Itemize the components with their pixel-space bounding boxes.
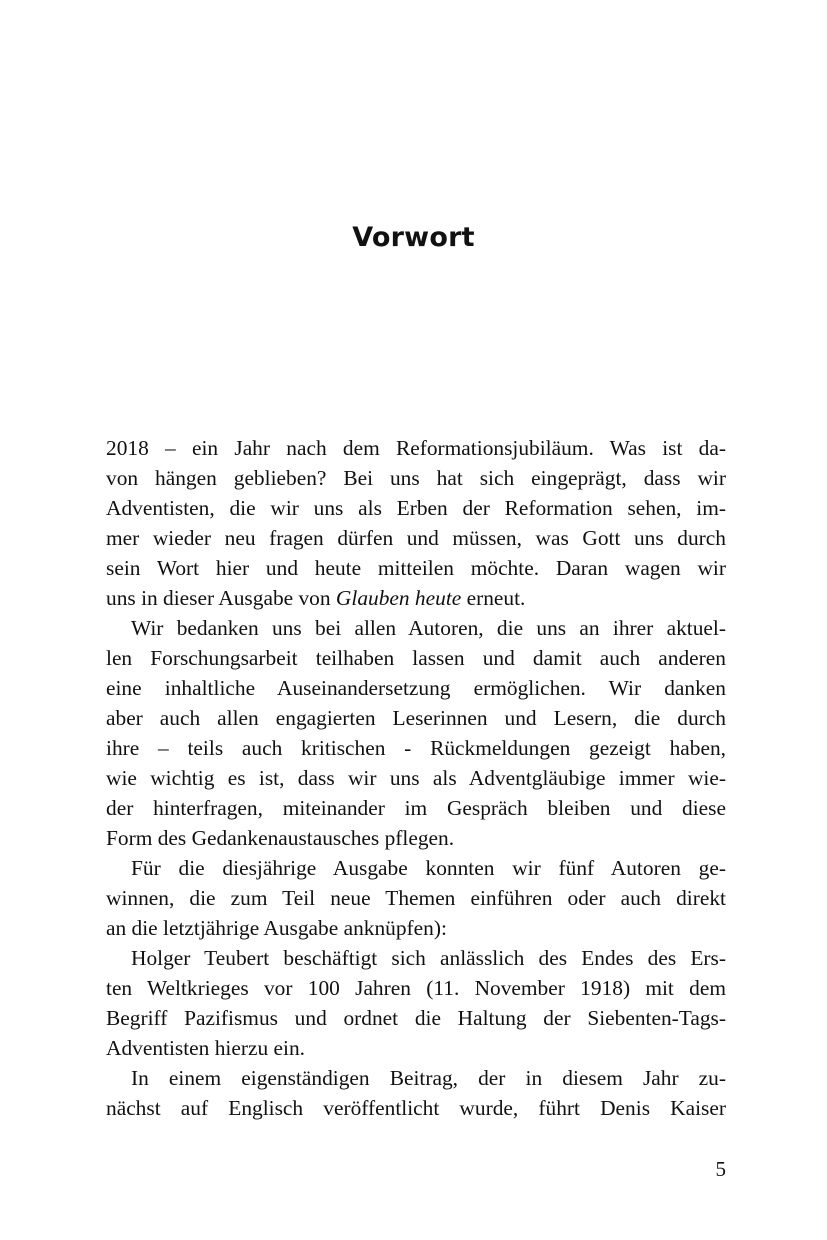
text-line: an die letztjährige Ausgabe anknüpfen): xyxy=(106,916,447,940)
text-line: eine inhaltliche Auseinandersetzung ermöglichen. Wir danken xyxy=(106,676,726,700)
text-line: nächst auf Englisch veröffentlicht wurde, führt Denis Kaiser xyxy=(106,1096,726,1120)
text-line: Holger Teubert beschäftigt sich anlässlich des Endes des Ers- xyxy=(131,946,726,970)
text-line: mer wieder neu fragen dürfen und müssen, was Gott uns durch xyxy=(106,526,726,550)
paragraph-4 xyxy=(106,943,726,1063)
text-line: In einem eigenständigen Beitrag, der in diesem Jahr zu- xyxy=(131,1066,726,1090)
paragraph-3 xyxy=(106,853,726,943)
text-line: Adventisten hierzu ein. xyxy=(106,1036,305,1060)
text-line: wie wichtig es ist, dass wir uns als Adventgläubige immer wie- xyxy=(106,766,726,790)
text-line: von hängen geblieben? Bei uns hat sich eingeprägt, dass wir xyxy=(106,466,726,490)
text-line: ten Weltkrieges vor 100 Jahren (11. November 1918) mit dem xyxy=(106,976,726,1000)
text-segment: uns in dieser Ausgabe von xyxy=(106,586,336,610)
text-segment: erneut. xyxy=(461,586,526,610)
text-line: 2018 – ein Jahr nach dem Reformationsjubiläum. Was ist da- xyxy=(106,436,726,460)
text-line: aber auch allen engagierten Leserinnen und Lesern, die durch xyxy=(106,706,726,730)
text-line: Form des Gedankenaustausches pflegen. xyxy=(106,826,455,850)
text-line: Adventisten, die wir uns als Erben der Reformation sehen, im- xyxy=(106,496,726,520)
paragraph-5 xyxy=(106,1063,726,1123)
paragraph-2 xyxy=(106,613,726,853)
text-line: winnen, die zum Teil neue Themen einführen oder auch direkt xyxy=(106,886,726,910)
text-line xyxy=(106,583,726,613)
text-line: Für die diesjährige Ausgabe konnten wir fünf Autoren ge- xyxy=(131,856,726,880)
text-line: ihre – teils auch kritischen - Rückmeldungen gezeigt haben, xyxy=(106,736,726,760)
text-line: der hinterfragen, miteinander im Gespräch bleiben und diese xyxy=(106,796,726,820)
page-title: Vorwort xyxy=(352,222,475,253)
paragraph-1 xyxy=(106,433,726,613)
publication-title: Glauben heute xyxy=(335,586,462,610)
text-line: sein Wort hier und heute mitteilen möchte. Daran wagen wir xyxy=(106,556,726,580)
text-line: Wir bedanken uns bei allen Autoren, die uns an ihrer aktuel- xyxy=(131,616,726,640)
page-number: 5 xyxy=(715,1157,726,1181)
text-line: Begriff Pazifismus und ordnet die Haltung der Siebenten-Tags- xyxy=(106,1006,726,1030)
text-line: len Forschungsarbeit teilhaben lassen und damit auch anderen xyxy=(106,646,726,670)
body-text xyxy=(106,433,726,1123)
